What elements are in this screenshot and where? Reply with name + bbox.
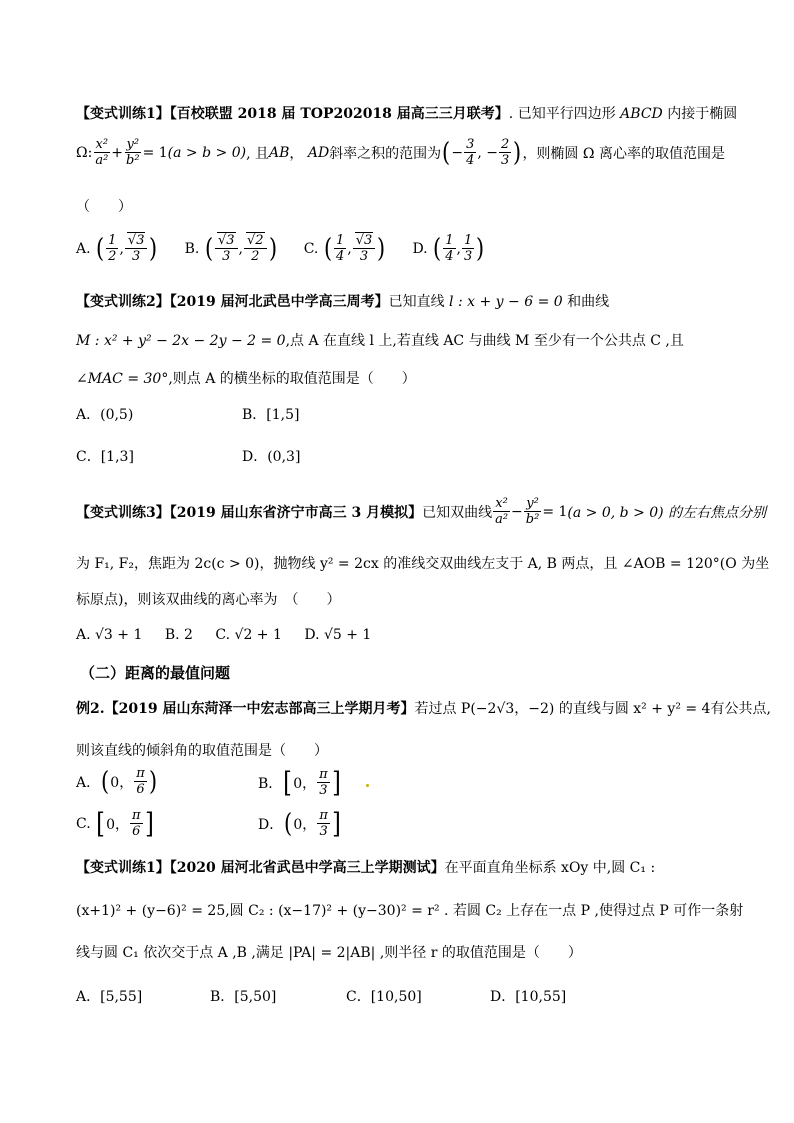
q4-option-d[interactable]: D．[10,55] (490, 989, 567, 1005)
q2-line-2: M : x² + y² − 2x − 2y − 2 = 0,点 A 在直线 l 上,若直线 AC 与曲线 M 至少有一个公共点 C ,且 (76, 333, 684, 349)
q1-line-1: 【变式训练1】【百校联盟 2018 届 TOP202018 届高三三月联考】. 已知平行四边形 ABCD 内接于椭圆 (76, 106, 738, 122)
q1-tag: 【变式训练1】【百校联盟 2018 届 TOP202018 届高三三月联考】 (76, 106, 509, 122)
q1-option-b[interactable]: B. ( $\frac{√3}{3}$ , $\frac{√2}{2}$ ) (184, 233, 277, 264)
q2-option-b[interactable]: B．[1,5] (242, 407, 300, 423)
q1-blank: （ ） (76, 199, 132, 215)
ex2-options-row-1 (76, 766, 734, 802)
ex2-option-d[interactable]: D． ( 0， $\frac{\pi}{3}$ ] (258, 807, 341, 840)
q4-line-2: (x+1)² + (y−6)² = 25,圆 C₂ : (x−17)² + (y−30)² = r² . 若圆 C₂ 上存在一点 P ,使得过点 P 可作一条射 (76, 903, 744, 919)
q2-line-3: ∠MAC = 30°,则点 A 的横坐标的取值范围是（ ） (76, 371, 416, 387)
ex2-option-a[interactable]: A． ( 0， $\frac{\pi}{6}$ ) (76, 766, 157, 797)
q3-line-2: 为 F₁, F₂，焦距为 2c(c > 0)，抛物线 y² = 2cx 的准线交双曲线左支于 A, B 两点，且 ∠AOB = 120°(O 为坐 (76, 556, 770, 572)
q1-options (76, 233, 734, 264)
q4-line-1: 【变式训练1】【2020 届河北省武邑中学高三上学期测试】在平面直角坐标系 xOy 中,圆 C₁ : (76, 860, 656, 876)
q4-tag: 【变式训练1】【2020 届河北省武邑中学高三上学期测试】 (76, 860, 445, 876)
q3-line-3: 标原点)，则该双曲线的离心率为 （ ） (76, 592, 341, 608)
q4-line-3: 线与圆 C₁ 依次交于点 A ,B ,满足 |PA| = 2|AB| ,则半径 r 的取值范围是（ ） (76, 945, 582, 961)
q1-option-d[interactable]: D. ( $\frac{1}{4}$ , $\frac{1}{3}$ ) (412, 233, 485, 264)
stray-dot (366, 784, 369, 787)
q3-tag: 【变式训练3】【2019 届山东省济宁市高三 3 月模拟】 (76, 504, 423, 521)
ex2-tag: 【2019 届山东菏泽一中宏志部高三上学期月考】 (104, 701, 415, 717)
q1-line-2: Ω: $\frac{\text{x²}}{\text{a²}}$ + $\frac{\text{y²}}{\text{b²}}$ = 1 (a > b > 0) , 且 AB ， AD 斜率之积的范围为 ( − $\frac{3}{4}$ , − $\frac{2}{3}$ ) ，则椭圆 Ω 离心率的取值范围是 (76, 137, 725, 168)
ex2-line-1: 例2.【2019 届山东菏泽一中宏志部高三上学期月考】若过点 P(−2√3，−2) 的直线与圆 x² + y² = 4有公共点, (76, 701, 771, 717)
q1-frac-y: $\frac{\text{y²}}{\text{b²}}$ (126, 137, 140, 168)
q3-options (76, 627, 734, 643)
q2-tag: 【变式训练2】【2019 届河北武邑中学高三周考】 (76, 294, 389, 310)
q2-option-c[interactable]: C．[1,3] (76, 449, 134, 465)
ex2-options-row-2 (76, 807, 734, 843)
section-title: （二）距离的最值问题 (80, 664, 231, 682)
q3-option-d[interactable]: D. √5 + 1 (304, 627, 372, 643)
q4-option-c[interactable]: C．[10,50] (346, 989, 422, 1005)
ex2-option-b[interactable]: B． [ 0， $\frac{\pi}{3}$ ] (258, 766, 341, 799)
q1-option-a[interactable]: A. ( $\frac{1}{2}$ , $\frac{√3}{3}$ ) (76, 233, 158, 264)
q4-option-a[interactable]: A．[5,55] (76, 989, 143, 1005)
q4-option-b[interactable]: B．[5,50] (210, 989, 277, 1005)
ex2-option-c[interactable]: C. [ 0， $\frac{\pi}{6}$ ] (76, 807, 154, 840)
q1-frac-x: $\frac{\text{x²}}{\text{a²}}$ (95, 137, 109, 168)
ex2-line-2: 则该直线的倾斜角的取值范围是（ ） (76, 743, 328, 759)
q3-option-c[interactable]: C. √2 + 1 (215, 627, 282, 643)
ex2-label: 例2. (76, 701, 105, 717)
q1-option-c[interactable]: C. ( $\frac{1}{4}$ , $\frac{√3}{3}$ ) (303, 233, 386, 264)
q2-option-d[interactable]: D．(0,3] (242, 449, 301, 465)
q3-option-b[interactable]: B. 2 (164, 627, 193, 643)
q3-option-a[interactable]: A. √3 + 1 (76, 627, 143, 643)
q3-line-1: 【变式训练3】【2019 届山东省济宁市高三 3 月模拟】 已知双曲线 $\frac{\text{x²}}{\text{a²}}$ − $\frac{\text{y²}}{\text{b²}}$ = 1 (a > 0, b > 0) 的左右焦点分别 (76, 496, 767, 527)
q2-line-1: 【变式训练2】【2019 届河北武邑中学高三周考】已知直线 l : x + y − 6 = 0 和曲线 (76, 294, 610, 310)
q2-option-a[interactable]: A．(0,5) (76, 407, 134, 423)
